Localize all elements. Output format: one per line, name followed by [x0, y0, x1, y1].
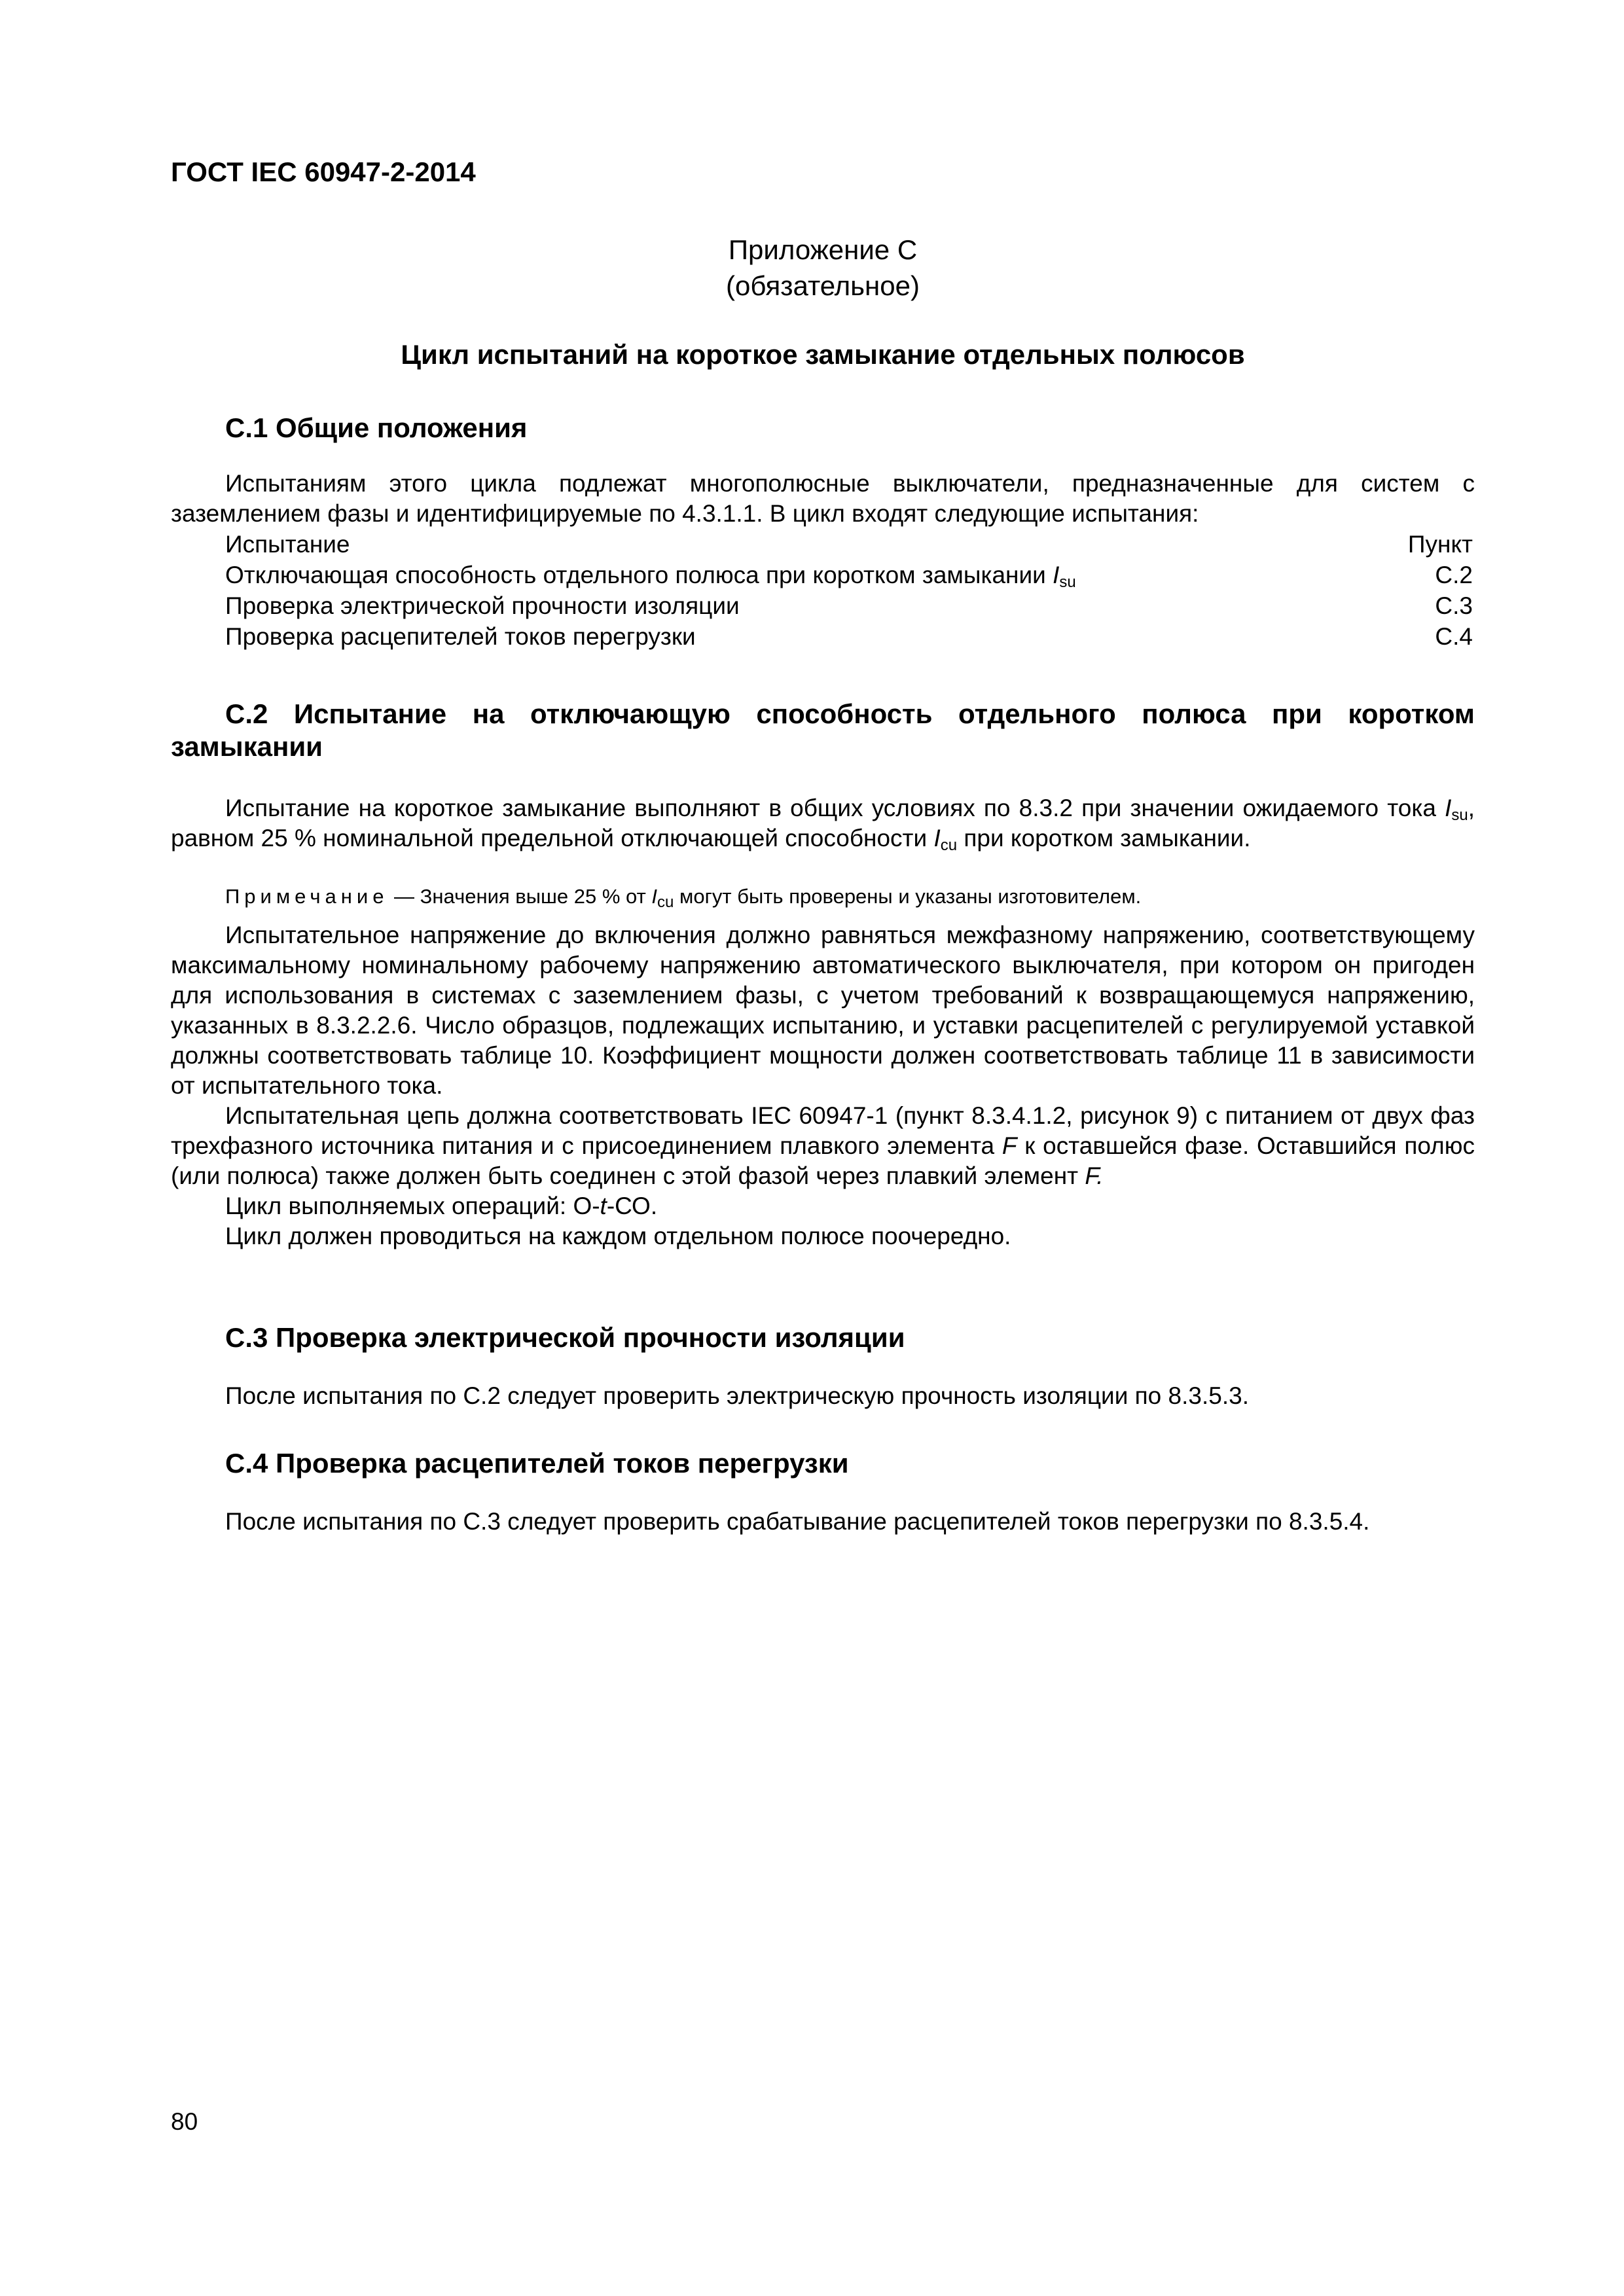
- section-c4-paragraph: После испытания по С.3 следует проверить срабатывание расцепителей токов перегрузки по 8.3.5.4.: [225, 1508, 1370, 1535]
- time-symbol: t: [600, 1193, 607, 1219]
- table-row: [225, 560, 1473, 590]
- paragraph-text: при коротком замыкании.: [957, 825, 1251, 852]
- section-c1-body: [171, 469, 1475, 529]
- section-c2-paragraph-5: Цикл должен проводиться на каждом отдельном полюсе поочередно.: [225, 1223, 1011, 1249]
- current-symbol: I: [651, 885, 658, 908]
- section-c2-body-2: [171, 920, 1475, 1251]
- paragraph-text: , равном 25 % номинальной предельной отключающей способности: [171, 795, 1475, 852]
- fuse-symbol: F: [1001, 1132, 1017, 1159]
- note-text: могут быть проверены и указаны изготовителем.: [674, 885, 1142, 908]
- section-c3-title: С.3 Проверка электрической прочности изоляции: [225, 1322, 905, 1353]
- test-name: [225, 560, 1076, 590]
- section-c2-paragraph-2: Испытательное напряжение до включения должно равняться межфазному напряжению, соответствующему максимальному номинальному рабочему напряжению автоматического выключателя, при котором он пригоден для использования в системах с заземлением фазы, с учетом требований к возвращающемуся напряжению, указанных в 8.3.2.2.6. Число образцов, подлежащих испытанию, и уставки расцепителей с регулируемой уставкой должны соответствовать таблице 10. Коэффициент мощности должен соответствовать таблице 11 в зависимости от испытательного тока.: [171, 922, 1475, 1099]
- section-c1-title: С.1 Общие положения: [225, 412, 528, 443]
- appendix-status: (обязательное): [726, 270, 920, 301]
- current-symbol: I: [933, 825, 941, 852]
- test-clause: С.2: [1435, 562, 1473, 588]
- section-c2-note: [225, 884, 1475, 910]
- current-subscript: cu: [657, 893, 674, 911]
- section-c2-paragraph-3: [171, 1101, 1475, 1191]
- section-c2-paragraph-1: [171, 793, 1475, 853]
- paragraph-text: Испытательная цепь должна соответствовать IEC 60947-1 (пункт 8.3.4.1.2, рисунок 9) с питанием от двух фаз трехфазного источника питания и с присоединением плавкого элемента: [171, 1102, 1475, 1159]
- current-symbol: I: [1445, 795, 1452, 821]
- section-c4-title: С.4 Проверка расцепителей токов перегрузки: [225, 1448, 849, 1479]
- note-label: Примечание: [225, 885, 389, 908]
- section-c3-body: [171, 1381, 1475, 1411]
- appendix-title: Приложение С: [728, 234, 918, 265]
- paragraph-text: -СО.: [606, 1193, 658, 1219]
- appendix-main-title: Цикл испытаний на короткое замыкание отдельных полюсов: [401, 339, 1245, 370]
- fuse-symbol: F.: [1085, 1162, 1104, 1189]
- document-code-header: ГОСТ IEC 60947-2-2014: [171, 156, 476, 187]
- current-subscript: cu: [940, 836, 958, 854]
- test-clause: С.4: [1435, 623, 1473, 650]
- test-name: Проверка расцепителей токов перегрузки: [225, 623, 696, 650]
- paragraph-text: Цикл выполняемых операций: О-: [225, 1193, 600, 1219]
- paragraph-text: к оставшейся фазе. Оставшийся полюс (или полюса) также должен быть соединен с этой фазой через плавкий элемент: [171, 1132, 1475, 1189]
- test-name-text: Отключающая способность отдельного полюса при коротком замыкании: [225, 562, 1046, 588]
- appendix-heading: [171, 232, 1475, 304]
- section-c2-title: С.2 Испытание на отключающую способность отдельного полюса при коротком замыкании: [171, 698, 1475, 762]
- section-c3-paragraph: После испытания по С.2 следует проверить электрическую прочность изоляции по 8.3.5.3.: [225, 1382, 1249, 1409]
- current-subscript: su: [1451, 806, 1468, 824]
- note-dash: —: [388, 885, 420, 908]
- tests-table-header-test: Испытание: [225, 531, 350, 558]
- page-number: 80: [171, 2108, 198, 2135]
- section-c4-body: [171, 1507, 1475, 1537]
- section-c1-intro: Испытаниям этого цикла подлежат многополюсные выключатели, предназначенные для систем с заземлением фазы и идентифицируемые по 4.3.1.1. В цикл входят следующие испытания:: [171, 470, 1475, 527]
- tests-table: [225, 529, 1473, 652]
- tests-table-header: [225, 529, 1473, 560]
- test-name: Проверка электрической прочности изоляции: [225, 592, 740, 619]
- table-row: [225, 621, 1473, 652]
- paragraph-text: Испытание на короткое замыкание выполняют в общих условиях по 8.3.2 при значении ожидаемого тока: [225, 795, 1445, 821]
- test-symbol-subscript: su: [1059, 573, 1076, 591]
- test-symbol: I: [1053, 562, 1060, 588]
- table-row: [225, 590, 1473, 621]
- section-c2-paragraph-4: [171, 1191, 1475, 1221]
- section-c2-body-1: [171, 793, 1475, 853]
- test-clause: С.3: [1435, 592, 1473, 619]
- tests-table-header-clause: Пункт: [1407, 531, 1473, 558]
- note-text: Значения выше 25 % от: [420, 885, 652, 908]
